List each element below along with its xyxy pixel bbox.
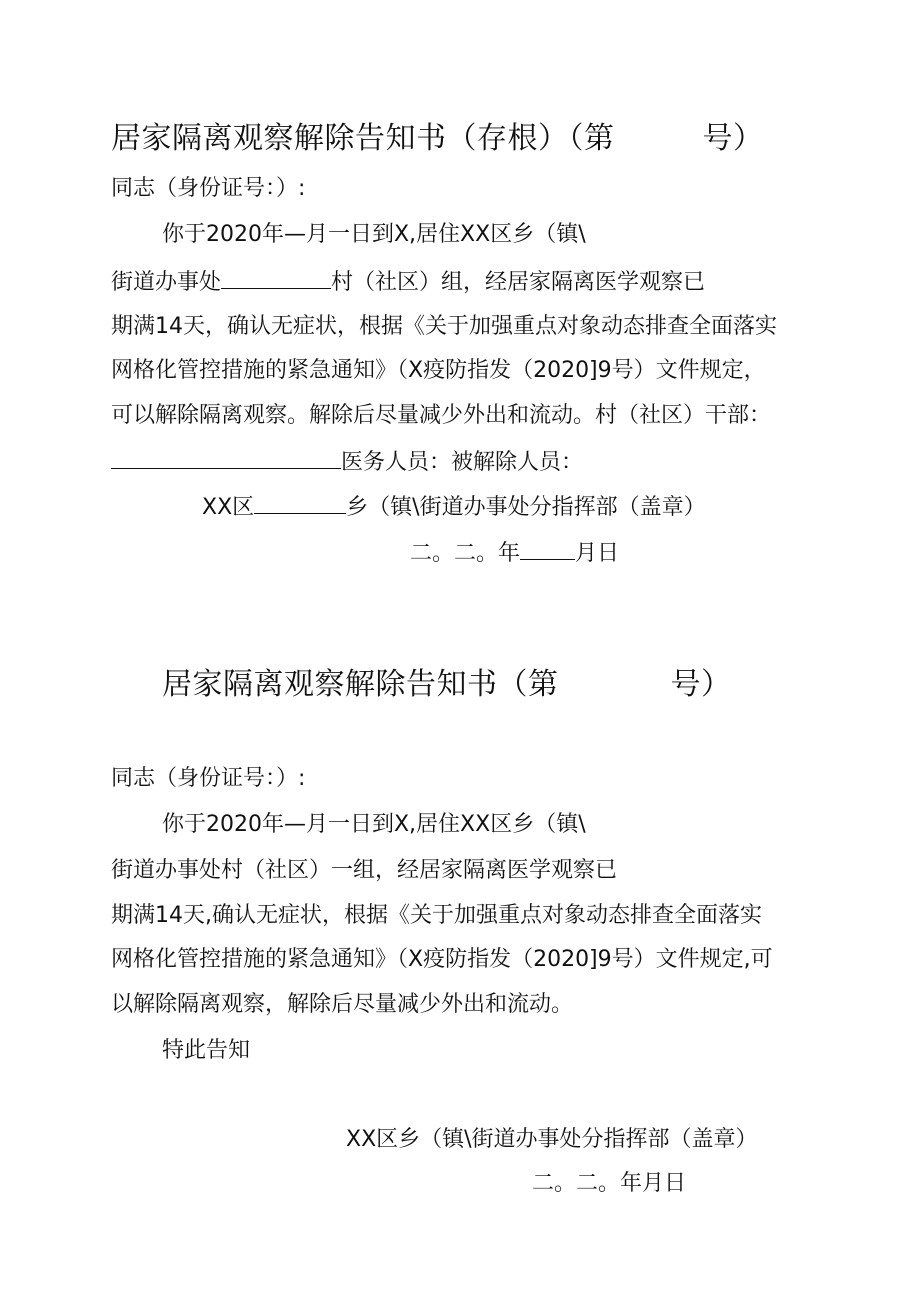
stub-title (111, 119, 764, 159)
notice-line-1: 你于2020年—月一日到X,居住XX区乡（镇\ (162, 812, 586, 837)
stub-title-main: 居家隔离观察解除告知书（存根）（第 (111, 121, 615, 156)
stub-line-2-b: 村（社区）组，经居家隔离医学观察已 (331, 270, 706, 295)
stub-line-4: 网格化管控措施的紧急通知》（X疫防指发（2020]9号）文件规定， (111, 358, 766, 383)
notice-title-end: 号） (670, 667, 732, 702)
stub-seal (202, 491, 706, 523)
stub-date-a: 二。二。年 (410, 541, 521, 566)
notice-line-4: 网格化管控措施的紧急通知》（X疫防指发（2020]9号）文件规定,可 (111, 947, 773, 972)
notice-seal: XX区乡（镇\街道办事处分指挥部（盖章） (346, 1127, 758, 1152)
stub-date (410, 537, 619, 569)
stub-line-6-text: 医务人员：被解除人员： (341, 450, 584, 475)
stub-title-end: 号） (702, 121, 764, 156)
stub-line-3: 期满14天，确认无症状，根据《关于加强重点对象动态排查全面落实 (111, 314, 777, 339)
stub-salutation: 同志（身份证号：）: (111, 176, 306, 201)
stub-seal-a: XX区 (202, 495, 255, 520)
stub-seal-b: 乡（镇\街道办事处分指挥部（盖章） (346, 495, 706, 520)
stub-line-2-a: 街道办事处 (111, 270, 222, 295)
notice-title (162, 665, 732, 705)
stub-month-blank (520, 537, 575, 560)
stub-date-b: 月日 (575, 541, 620, 566)
stub-line-1: 你于2020年—月一日到X,居住XX区乡（镇\ (162, 222, 586, 247)
notice-title-main: 居家隔离观察解除告知书（第 (162, 667, 559, 702)
stub-cadre-blank (111, 446, 341, 469)
stub-line-2 (111, 266, 705, 298)
stub-town-blank (254, 491, 346, 514)
stub-street-blank (221, 266, 331, 289)
stub-line-5: 可以解除隔离观察。解除后尽量减少外出和流动。村（社区）干部： (111, 403, 772, 428)
stub-line-6 (111, 446, 583, 478)
notice-salutation: 同志（身份证号：）: (111, 766, 306, 791)
notice-line-3: 期满14天,确认无症状，根据《关于加强重点对象动态排查全面落实 (111, 903, 762, 928)
notice-line-2: 街道办事处村（社区）一组，经居家隔离医学观察已 (111, 858, 618, 883)
notice-date: 二。二。年月日 (532, 1171, 687, 1196)
notice-line-5: 以解除隔离观察，解除后尽量减少外出和流动。 (111, 992, 574, 1017)
notice-closing: 特此告知 (162, 1038, 251, 1063)
